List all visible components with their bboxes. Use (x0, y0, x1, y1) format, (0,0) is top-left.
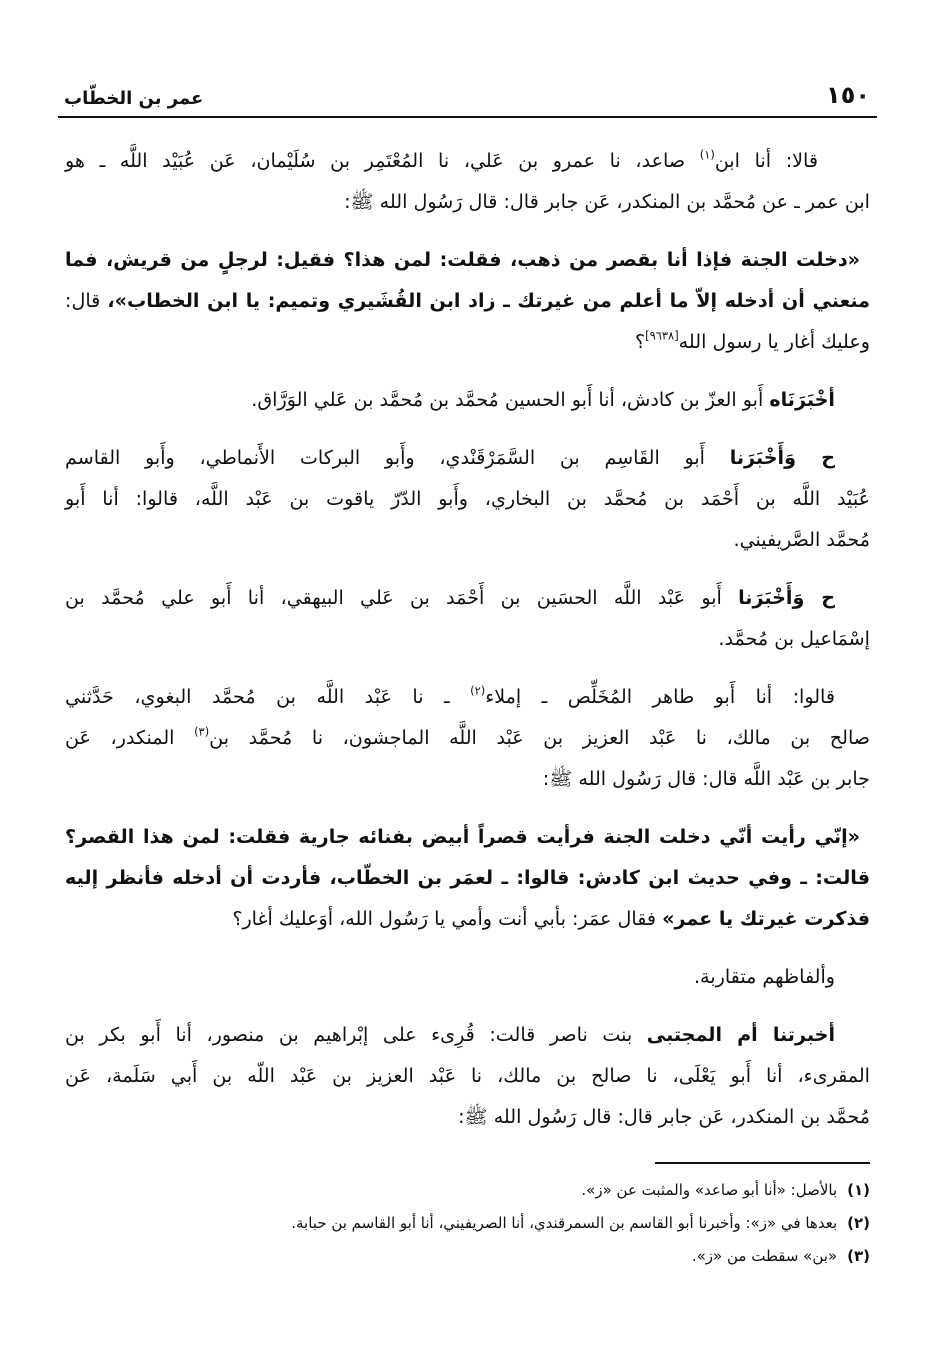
text-line (65, 717, 870, 758)
paragraph (65, 1014, 870, 1137)
text-line (65, 857, 870, 898)
paragraph (65, 379, 870, 420)
text-line (65, 437, 870, 478)
footnote-text: «بن» سقطت من «ز». (691, 1247, 838, 1265)
bold-text: قالت: ـ وفي حديث ابن كادش: قالوا: ـ لعمَر بن الخطّاب، فأردت أن أدخله فأنظر إليه (65, 866, 870, 889)
text: المقرىء، أنا أَبو يَعْلَى، نا صالح بن مالك، نا عَبْد العزيز بن عَبْد اللّه بن أَبي سَلَمة، عَن (65, 1064, 870, 1087)
text: أَبو عَبْد اللَّه الحسَين بن أَحْمَد بن عَلي البيهقي، أنا أَبو علي مُحمَّد بن (65, 586, 739, 609)
text-line (65, 898, 870, 939)
paragraph (65, 239, 870, 362)
text: جابر بن عَبْد اللَّه قال: قال رَسُول الله ﷺ: (542, 767, 870, 790)
footnote-text: بالأصل: «أنا أبو صاعد» والمثبت عن «ز». (581, 1181, 838, 1199)
text-line (65, 478, 870, 519)
text: صالح بن مالك، نا عَبْد العزيز بن عَبْد اللَّه الماجشون، نا مُحمَّد بن (209, 726, 870, 749)
main-text (65, 140, 870, 1137)
footnote-text: بعدها في «ز»: وأخبرنا أبو القاسم بن السمرقندي، أنا الصريفيني، أنا أبو القاسم بن حبابة. (291, 1214, 838, 1232)
text: عُبَيْد اللَّه بن أَحْمَد بن مُحمَّد بن البخاري، وأَبو الدّرّ ياقوت بن عَبْد اللَّه، قالوا: أنا أَبو (65, 487, 870, 510)
footnotes (65, 1174, 870, 1273)
text-line (65, 140, 870, 181)
text: المنكدر، عَن (65, 726, 195, 749)
text: مُحمَّد الصَّريفيني. (733, 528, 870, 551)
text-line (65, 321, 870, 362)
bold-text: «دخلت الجنة فإذا أنا بقصر من ذهب، فقلت: لمن هذا؟ فقيل: لرجلٍ من قريش، فما (65, 248, 860, 271)
text-line (65, 1096, 870, 1137)
text-line (65, 618, 870, 659)
footnote-ref: (٣) (194, 724, 210, 739)
text-line (65, 239, 870, 280)
text: قال: (65, 289, 108, 312)
paragraph (65, 816, 870, 939)
hadith-number: [٩٦٣٨] (645, 328, 679, 343)
bold-text: ح وَأَخْبَرَنا (729, 446, 835, 469)
text-line (65, 816, 870, 857)
bold-text: أخبرتنا أم المجتبى (646, 1023, 835, 1046)
text: مُحمَّد بن المنكدر، عَن جابر قال: قال رَسُول الله ﷺ: (458, 1105, 870, 1128)
paragraph (65, 437, 870, 560)
text: وعليك أغار يا رسول الله (678, 330, 870, 353)
text: قالا: أنا ابن (714, 149, 819, 172)
text: ـ نا عَبْد اللَّه بن مُحمَّد البغوي، حَدَّثني (65, 685, 471, 708)
running-title: عمر بن الخطّاب (64, 88, 204, 109)
bold-text: «إنّي رأيت أنّي دخلت الجنة فرأيت قصراً أبيض بفنائه جارية فقلت: لمن هذا القصر؟ (65, 825, 860, 848)
text-line (65, 1014, 870, 1055)
footnote (65, 1240, 870, 1273)
footnote-ref: (٢) (470, 683, 486, 698)
footnote (65, 1174, 870, 1207)
text: وألفاظهم متقاربة. (693, 965, 835, 988)
bold-text: أخْبَرَنَاه (769, 388, 835, 411)
text-line (65, 280, 870, 321)
text-line (65, 379, 870, 420)
paragraph (65, 676, 870, 799)
footnote-rule (655, 1162, 870, 1164)
text-line (65, 956, 870, 997)
footnote-number: (١) (847, 1181, 870, 1199)
text-line (65, 577, 870, 618)
footnote-number: (٣) (847, 1247, 870, 1265)
text-line (65, 758, 870, 799)
text: أَبو القَاسِم بن السَّمَرْقَنْدي، وأَبو البركات الأَنماطي، وأَبو القاسم (65, 446, 730, 469)
bold-text: ح وَأَخْبَرَنا (738, 586, 835, 609)
footnote-number: (٢) (847, 1214, 870, 1232)
text: إسْمَاعيل بن مُحمَّد. (718, 627, 870, 650)
bold-text: فذكرت غيرتك يا عمر» (662, 907, 870, 930)
text: فقال عمَر: بأبي أنت وأمي يا رَسُول الله، أوَعليك أغار؟ (232, 907, 663, 930)
header-rule (58, 116, 877, 118)
paragraph (65, 577, 870, 659)
paragraph (65, 956, 870, 997)
bold-text: منعني أن أدخله إلاّ ما أعلم من غيرتك ـ زاد ابن القُشَيري وتميم: يا ابن الخطاب»، (107, 289, 870, 312)
text-line (65, 519, 870, 560)
text: أَبو العزّ بن كادش، أنا أَبو الحسين مُحمَّد بن مُحمَّد بن عَلي الوَرَّاق. (251, 388, 770, 411)
text: ؟ (634, 330, 646, 353)
text-line (65, 1055, 870, 1096)
footnote (65, 1207, 870, 1240)
paragraph (65, 140, 870, 222)
text: ابن عمر ـ عن مُحمَّد بن المنكدر، عَن جابر قال: قال رَسُول الله ﷺ: (344, 190, 870, 213)
text: قالوا: أنا أَبو طاهر المُخَلِّص ـ إملاء (485, 685, 835, 708)
page-number: ١٥٠ (826, 81, 870, 109)
footnote-ref: (١) (699, 147, 715, 162)
text-line (65, 181, 870, 222)
text: صاعد، نا عمرو بن عَلي، نا المُعْتَمِر بن سُلَيْمان، عَن عُبَيْد اللَّه ـ هو (65, 149, 700, 172)
text-line (65, 676, 870, 717)
text: بنت ناصر قالت: قُرِىء على إبْراهيم بن منصور، أنا أَبو بكر بن (65, 1023, 647, 1046)
